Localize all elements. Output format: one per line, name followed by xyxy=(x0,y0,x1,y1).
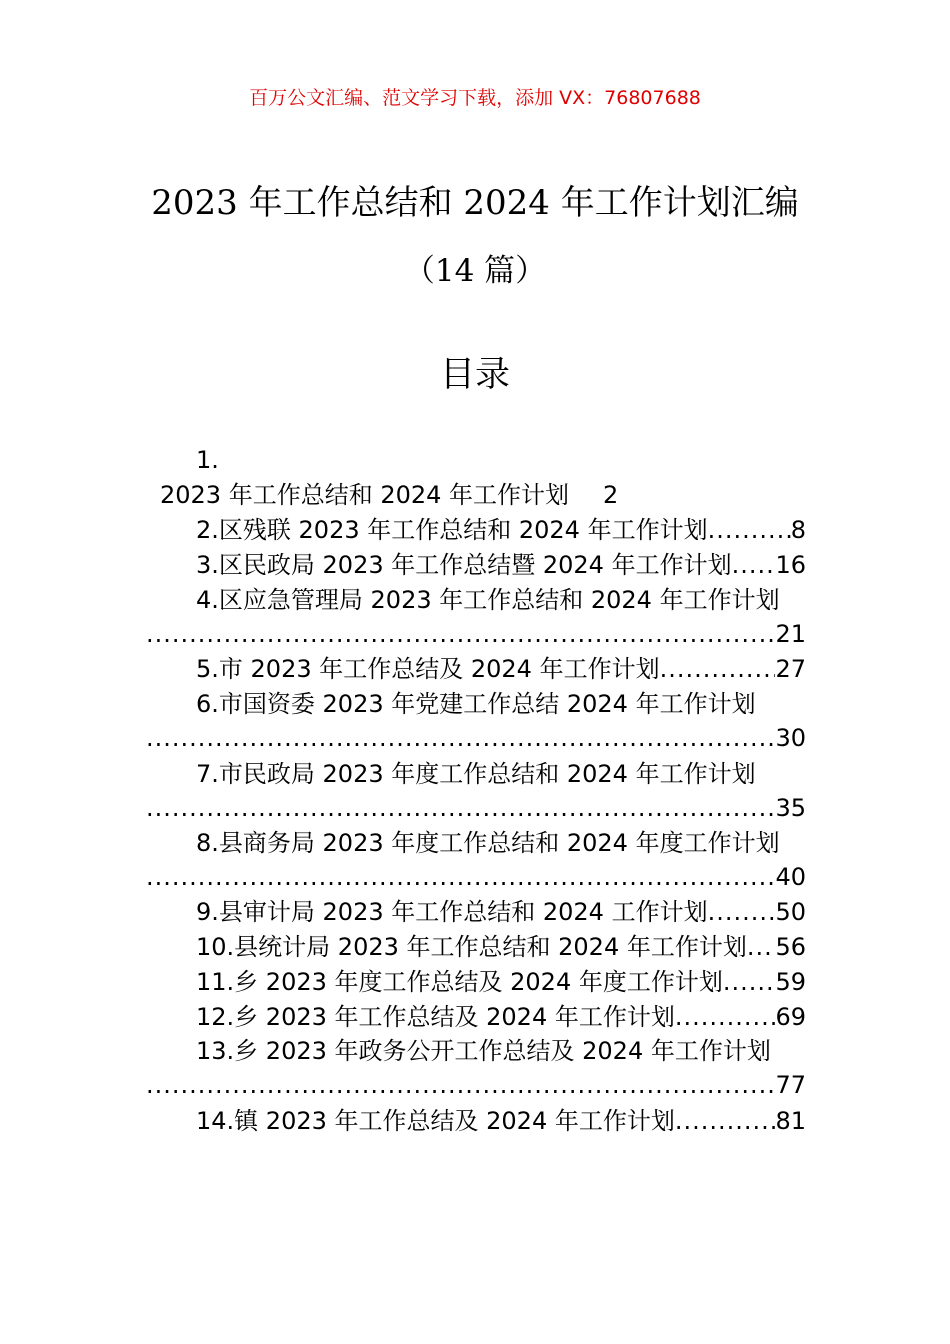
toc-item-7-tail[interactable] xyxy=(146,791,806,825)
toc-item-14-page: 81 xyxy=(775,1107,806,1135)
toc-item-7-title[interactable]: 7.市民政局 2023 年度工作总结和 2024 年工作计划 xyxy=(196,760,756,788)
toc-item-10[interactable] xyxy=(196,930,806,964)
toc-item-3[interactable] xyxy=(196,548,806,582)
toc-item-9-title: 9.县审计局 2023 年工作总结和 2024 工作计划 xyxy=(196,898,708,926)
toc-item-13-leader xyxy=(146,1068,775,1102)
toc-item-2-title: 2.区残联 2023 年工作总结和 2024 年工作计划 xyxy=(196,516,708,544)
toc-item-2-leader xyxy=(708,513,791,547)
toc-item-1[interactable] xyxy=(160,478,618,512)
toc-item-11-title: 11.乡 2023 年度工作总结及 2024 年度工作计划 xyxy=(196,968,723,996)
toc-item-4-title[interactable]: 4.区应急管理局 2023 年工作总结和 2024 年工作计划 xyxy=(196,586,780,614)
toc-item-7-leader xyxy=(146,791,775,825)
toc-item-6-title[interactable]: 6.市国资委 2023 年党建工作总结 2024 年工作计划 xyxy=(196,690,756,718)
header-note: 百万公文汇编、范文学习下载，添加 VX：76807688 xyxy=(249,87,701,109)
toc-item-13-tail[interactable] xyxy=(146,1068,806,1102)
document-subtitle: （14 篇） xyxy=(403,253,547,289)
toc-item-5[interactable] xyxy=(196,652,806,686)
toc-item-8-leader xyxy=(146,860,775,894)
toc-item-14-title: 14.镇 2023 年工作总结及 2024 年工作计划 xyxy=(196,1107,675,1135)
toc-item-11-leader xyxy=(723,965,776,999)
toc-item-9-leader xyxy=(708,895,776,929)
toc-item-10-page: 56 xyxy=(775,933,806,961)
toc-item-3-title: 3.区民政局 2023 年工作总结暨 2024 年工作计划 xyxy=(196,551,732,579)
toc-item-4-page: 21 xyxy=(775,620,806,648)
toc-item-2-page: 8 xyxy=(790,516,806,544)
toc-item-9[interactable] xyxy=(196,895,806,929)
toc-item-7-page: 35 xyxy=(775,794,806,822)
toc-heading: 目录 xyxy=(439,355,510,395)
toc-item-4-tail[interactable] xyxy=(146,617,806,651)
document-title: 2023 年工作总结和 2024 年工作计划汇编 xyxy=(151,183,799,223)
toc-item-12-leader xyxy=(675,1000,776,1034)
toc-item-12[interactable] xyxy=(196,1000,806,1034)
toc-item-1-page: 2 xyxy=(603,481,619,509)
toc-item-8-title[interactable]: 8.县商务局 2023 年度工作总结和 2024 年度工作计划 xyxy=(196,829,780,857)
toc-item-8-tail[interactable] xyxy=(146,860,806,894)
toc-item-14[interactable] xyxy=(196,1104,806,1138)
toc-item-9-page: 50 xyxy=(775,898,806,926)
toc-item-6-page: 30 xyxy=(775,724,806,752)
toc-item-4-leader xyxy=(146,617,775,651)
toc-item-14-leader xyxy=(675,1104,776,1138)
toc-item-6-tail[interactable] xyxy=(146,721,806,755)
toc-item-12-title: 12.乡 2023 年工作总结及 2024 年工作计划 xyxy=(196,1003,675,1031)
toc-item-12-page: 69 xyxy=(775,1003,806,1031)
toc-item-1-title: 2023 年工作总结和 2024 年工作计划 xyxy=(160,481,570,509)
toc-item-13-title[interactable]: 13.乡 2023 年政务公开工作总结及 2024 年工作计划 xyxy=(196,1037,771,1065)
toc-item-5-leader xyxy=(660,652,776,686)
toc-item-5-title: 5.市 2023 年工作总结及 2024 年工作计划 xyxy=(196,655,660,683)
toc-item-5-page: 27 xyxy=(775,655,806,683)
toc-item-11[interactable] xyxy=(196,965,806,999)
toc-item-3-page: 16 xyxy=(775,551,806,579)
toc-item-1-number[interactable]: 1. xyxy=(196,446,219,474)
toc-item-13-page: 77 xyxy=(775,1071,806,1099)
toc-item-8-page: 40 xyxy=(775,863,806,891)
toc-item-10-title: 10.县统计局 2023 年工作总结和 2024 年工作计划 xyxy=(196,933,747,961)
toc-item-6-leader xyxy=(146,721,775,755)
toc-item-10-leader xyxy=(747,930,776,964)
toc-item-11-page: 59 xyxy=(775,968,806,996)
toc-item-3-leader xyxy=(732,548,776,582)
toc-item-2[interactable] xyxy=(196,513,806,547)
